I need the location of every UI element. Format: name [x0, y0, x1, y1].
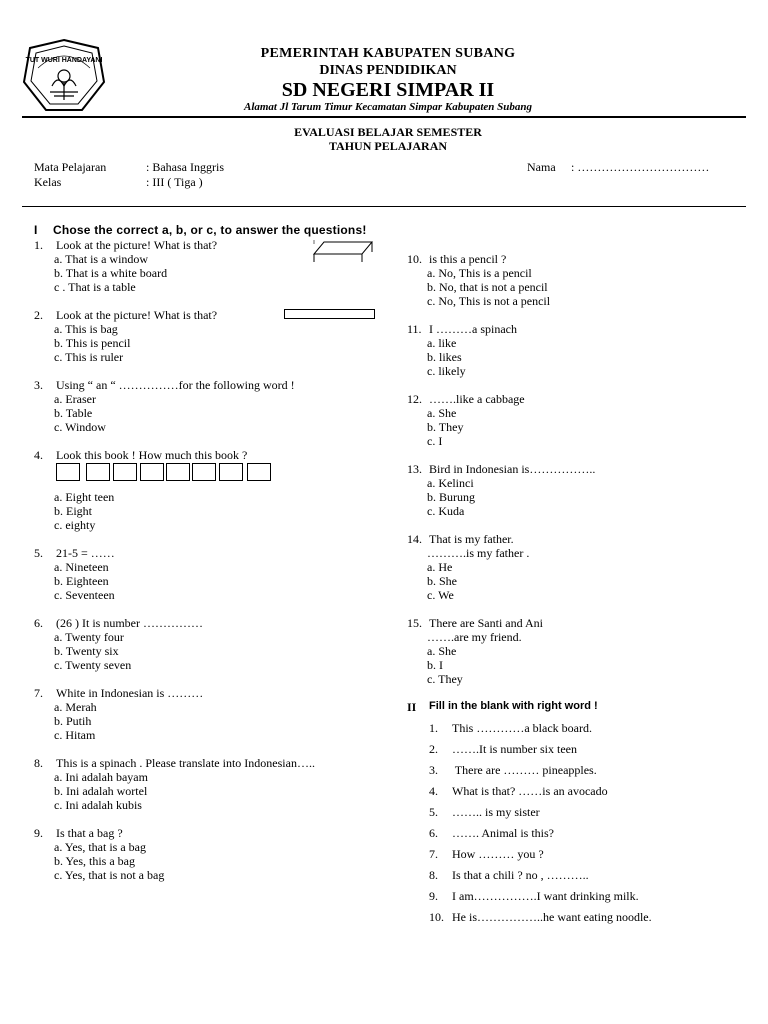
question-4-options	[34, 490, 114, 532]
option-a[interactable]: a. Kelinci	[427, 476, 474, 490]
option-b[interactable]: b. Eighteen	[54, 574, 109, 588]
book-picture	[166, 463, 190, 481]
ruler-picture	[284, 309, 375, 319]
option-a[interactable]: a. She	[427, 406, 457, 420]
option-a[interactable]: a. like	[427, 336, 457, 350]
option-b[interactable]: b. No, that is not a pencil	[427, 280, 548, 294]
option-a[interactable]: a. Ini adalah bayam	[54, 770, 148, 784]
question-6	[34, 616, 203, 672]
option-c[interactable]: c. Twenty seven	[54, 658, 132, 672]
question-number: 7.	[34, 686, 43, 700]
option-c[interactable]: c. I	[427, 434, 443, 448]
subject-value: : Bahasa Inggris	[146, 160, 224, 174]
question-number: 15.	[407, 616, 422, 630]
info-divider	[22, 206, 746, 207]
section2-num: II	[407, 700, 417, 714]
option-a[interactable]: a. He	[427, 560, 453, 574]
question-number: 10.	[407, 252, 422, 266]
question-1	[34, 238, 217, 294]
question-text: …….like a cabbage	[429, 392, 525, 406]
option-c[interactable]: c. They	[427, 672, 463, 686]
book-picture	[247, 463, 271, 481]
option-a[interactable]: a. Eight teen	[54, 490, 115, 504]
question-text: White in Indonesian is ………	[56, 686, 204, 700]
option-b[interactable]: b. Burung	[427, 490, 475, 504]
question-number: 13.	[407, 462, 422, 476]
question-number: 8.	[34, 756, 43, 770]
option-c[interactable]: c . That is a table	[54, 280, 136, 294]
question-10	[407, 252, 550, 308]
option-a[interactable]: a. That is a window	[54, 252, 149, 266]
question-text-line2: …….are my friend.	[427, 630, 522, 644]
question-text: Look this book ! How much this book ?	[56, 448, 248, 462]
name-label: Nama	[527, 160, 556, 174]
option-b[interactable]: b. This is pencil	[54, 336, 131, 350]
option-b[interactable]: b. They	[427, 420, 464, 434]
option-b[interactable]: b. That is a white board	[54, 266, 168, 280]
question-number: 5.	[34, 546, 43, 560]
option-c[interactable]: c. Window	[54, 420, 106, 434]
question-text: Is that a bag ?	[56, 826, 123, 840]
header-divider	[22, 116, 746, 118]
question-12	[407, 392, 525, 448]
question-7	[34, 686, 203, 742]
option-c[interactable]: c. Yes, that is not a bag	[54, 868, 165, 882]
option-b[interactable]: b. Putih	[54, 714, 92, 728]
option-b[interactable]: b. likes	[427, 350, 462, 364]
question-number: 2.	[34, 308, 43, 322]
question-number: 1.	[34, 238, 43, 252]
question-2	[34, 308, 217, 364]
question-text: 21-5 = ……	[56, 546, 115, 560]
option-a[interactable]: a. No, This is a pencil	[427, 266, 532, 280]
school-address: Alamat Jl Tarum Timur Kecamatan Simpar Kabupaten Subang	[243, 101, 532, 113]
fill-item[interactable]: 5. …….. is my sister	[429, 805, 540, 819]
option-c[interactable]: c. Ini adalah kubis	[54, 798, 142, 812]
option-b[interactable]: b. Eight	[54, 504, 92, 518]
question-number: 3.	[34, 378, 43, 392]
section2-heading: Fill in the blank with right word !	[429, 700, 598, 712]
question-number: 4.	[34, 448, 43, 462]
fill-item[interactable]: 10. He is……………..he want eating noodle.	[429, 910, 652, 924]
option-b[interactable]: b. I	[427, 658, 443, 672]
option-a[interactable]: a. This is bag	[54, 322, 118, 336]
option-a[interactable]: a. Twenty four	[54, 630, 124, 644]
option-a[interactable]: a. She	[427, 644, 457, 658]
question-text-line2: ……….is my father .	[427, 546, 530, 560]
exam-year: TAHUN PELAJARAN	[328, 139, 448, 153]
option-c[interactable]: c. Seventeen	[54, 588, 115, 602]
exam-title: EVALUASI BELAJAR SEMESTER	[294, 125, 482, 139]
option-c[interactable]: c. We	[427, 588, 454, 602]
option-b[interactable]: b. She	[427, 574, 457, 588]
option-b[interactable]: b. Yes, this a bag	[54, 854, 136, 868]
name-field[interactable]: : ……………………………	[571, 160, 710, 174]
question-number: 11.	[407, 322, 422, 336]
book-picture	[192, 463, 216, 481]
option-c[interactable]: c. Kuda	[427, 504, 465, 518]
question-8	[34, 756, 315, 812]
question-text: Bird in Indonesian is……………..	[429, 462, 596, 476]
fill-item[interactable]: 2. …….It is number six teen	[429, 742, 577, 756]
question-text: That is my father.	[429, 532, 514, 546]
option-a[interactable]: a. Yes, that is a bag	[54, 840, 146, 854]
school-heading: SD NEGERI SIMPAR II	[281, 79, 495, 101]
question-number: 12.	[407, 392, 422, 406]
fill-item[interactable]: 8. Is that a chili ? no , ………..	[429, 868, 589, 882]
class-label: Kelas	[34, 175, 62, 189]
fill-item[interactable]: 9. I am…………….I want drinking milk.	[429, 889, 639, 903]
option-b[interactable]: b. Twenty six	[54, 644, 119, 658]
question-11	[407, 322, 517, 378]
dept-heading: DINAS PENDIDIKAN	[319, 63, 457, 78]
section1-heading: Chose the correct a, b, or c, to answer the questions!	[53, 223, 367, 237]
option-a[interactable]: a. Eraser	[54, 392, 96, 406]
logo-text: TUT WURI HANDAYANI	[25, 57, 103, 64]
question-13	[407, 462, 595, 518]
question-text: Look at the picture! What is that?	[56, 308, 218, 322]
book-picture	[140, 463, 164, 481]
question-4	[34, 448, 247, 462]
question-15	[407, 616, 543, 686]
option-a[interactable]: a. Merah	[54, 700, 97, 714]
book-picture	[113, 463, 137, 481]
fill-item[interactable]: 3. There are ……… pineapples.	[429, 763, 597, 777]
option-b[interactable]: b. Ini adalah wortel	[54, 784, 148, 798]
question-text: There are Santi and Ani	[429, 616, 543, 630]
table-picture	[310, 238, 376, 264]
question-number: 6.	[34, 616, 43, 630]
question-number: 9.	[34, 826, 43, 840]
option-c[interactable]: c. This is ruler	[54, 350, 124, 364]
question-text: This is a spinach . Please translate into Indonesian…..	[56, 756, 315, 770]
fill-item[interactable]: 4. What is that? ……is an avocado	[429, 784, 608, 798]
question-5	[34, 546, 115, 602]
fill-item[interactable]: 6. ……. Animal is this?	[429, 826, 554, 840]
option-c[interactable]: c. Hitam	[54, 728, 96, 742]
fill-item[interactable]: 1. This …………a black board.	[429, 721, 592, 735]
option-c[interactable]: c. likely	[427, 364, 466, 378]
gov-heading: PEMERINTAH KABUPATEN SUBANG	[260, 46, 516, 61]
option-c[interactable]: c. eighty	[54, 518, 96, 532]
question-3	[34, 378, 295, 434]
option-b[interactable]: b. Table	[54, 406, 93, 420]
question-text: I ………a spinach	[429, 322, 517, 336]
question-text: (26 ) It is number ……………	[56, 616, 203, 630]
option-c[interactable]: c. No, This is not a pencil	[427, 294, 551, 308]
question-text: is this a pencil ?	[429, 252, 507, 266]
book-picture	[56, 463, 80, 481]
question-text: Using “ an “ ……………for the following word !	[56, 378, 295, 392]
book-picture	[86, 463, 110, 481]
question-9	[34, 826, 164, 882]
fill-item[interactable]: 7. How ……… you ?	[429, 847, 544, 861]
question-text: Look at the picture! What is that?	[56, 238, 218, 252]
option-a[interactable]: a. Nineteen	[54, 560, 109, 574]
question-number: 14.	[407, 532, 422, 546]
subject-label: Mata Pelajaran	[34, 160, 107, 174]
class-value: : III ( Tiga )	[146, 175, 203, 189]
question-14	[407, 532, 529, 602]
section1-num: I	[34, 223, 38, 237]
book-picture	[219, 463, 243, 481]
